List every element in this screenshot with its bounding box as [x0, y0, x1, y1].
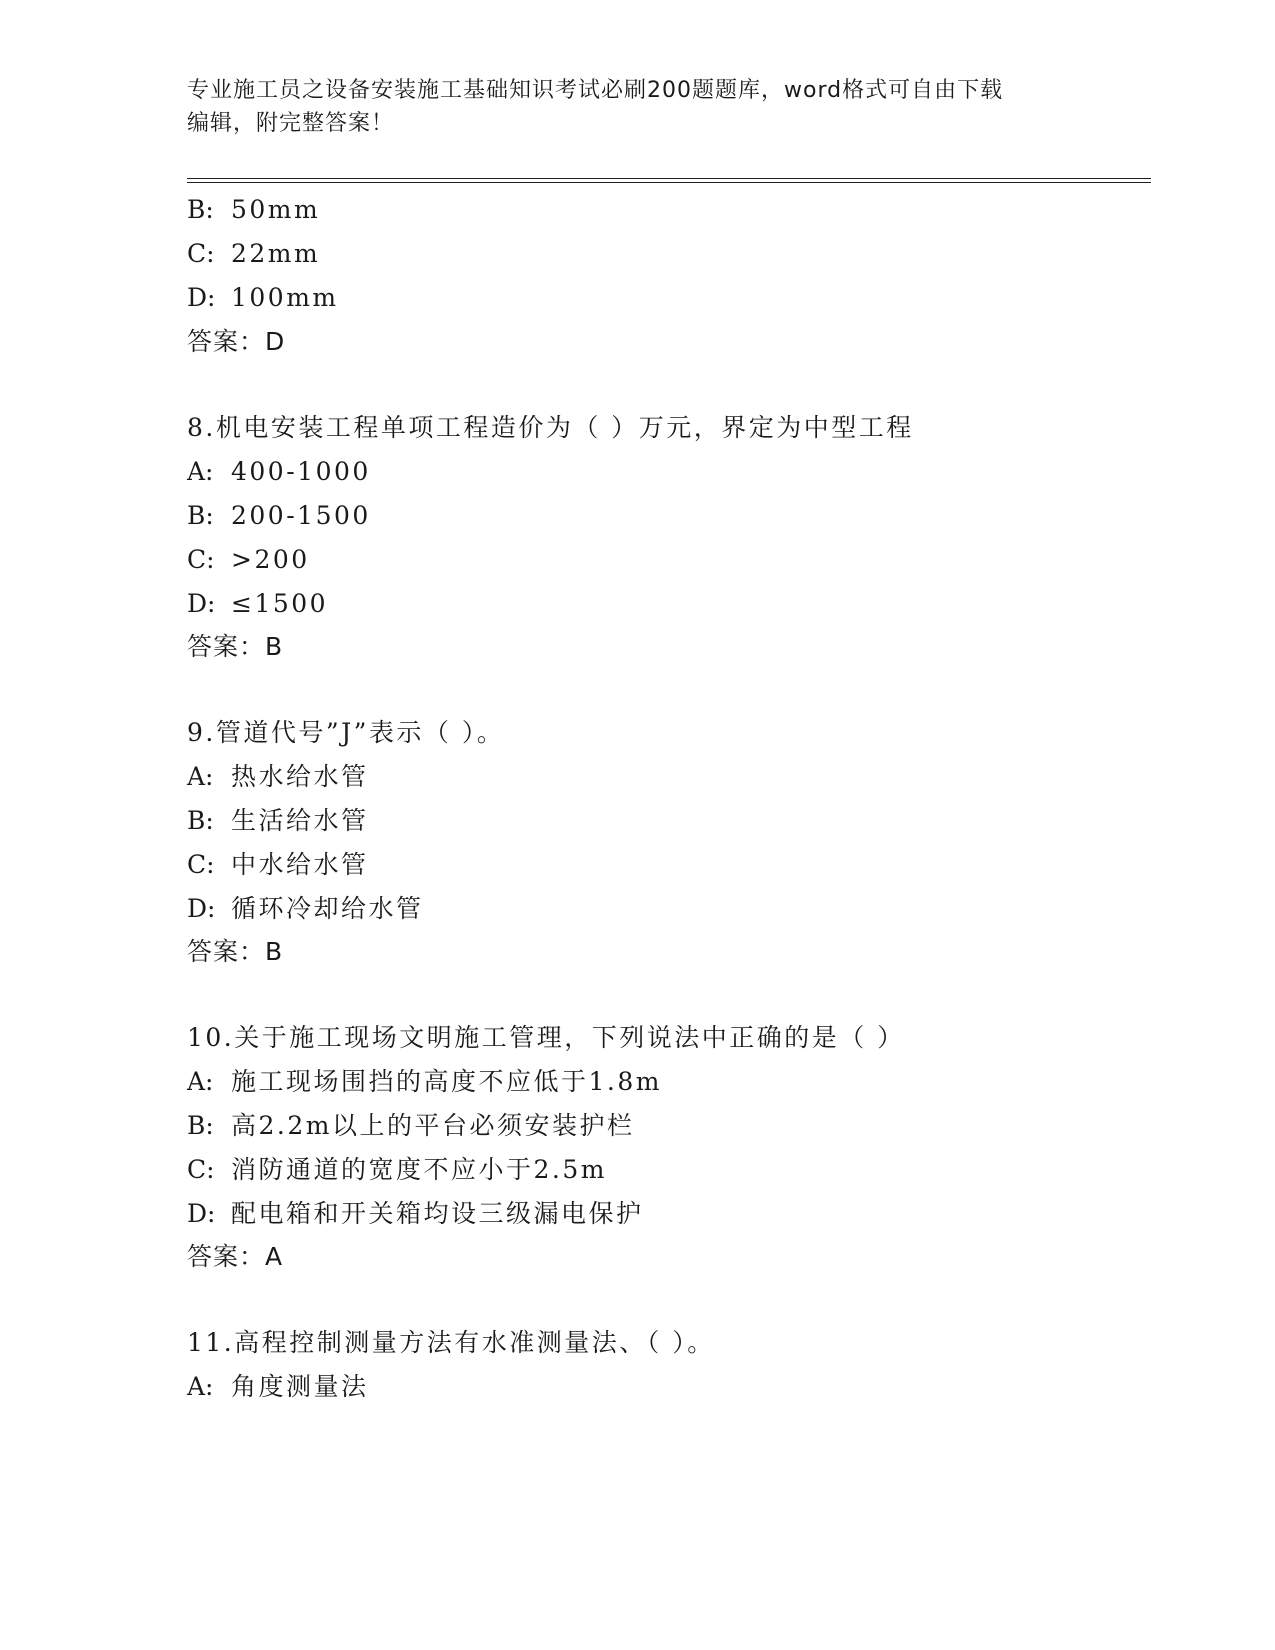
option-label: C: [187, 1155, 215, 1184]
header-rule-top [187, 178, 1151, 179]
option-row [187, 893, 424, 925]
option-row [187, 1371, 369, 1403]
option-text: 高2.2m以上的平台必须安装护栏 [231, 1111, 635, 1140]
option-label: C: [187, 850, 215, 879]
option-text: 热水给水管 [231, 762, 369, 791]
option-text: 配电箱和开关箱均设三级漏电保护 [231, 1199, 644, 1228]
option-label: B: [187, 1111, 214, 1140]
option-label: A: [187, 457, 214, 486]
header-rule-bottom [187, 182, 1151, 183]
header-line-2: 编辑，附完整答案！ [187, 111, 395, 136]
option-label: A: [187, 762, 214, 791]
option-text: 角度测量法 [231, 1372, 369, 1401]
option-row [187, 544, 310, 576]
option-row [187, 238, 320, 270]
option-row [187, 761, 369, 793]
option-row [187, 1154, 607, 1186]
answer-line: 答案：D [187, 327, 286, 356]
option-label: C: [187, 239, 215, 268]
option-label: B: [187, 195, 214, 224]
option-text: 22mm [231, 239, 321, 268]
option-row [187, 1110, 634, 1142]
option-text: 400-1000 [231, 457, 371, 486]
option-label: D: [187, 1199, 216, 1228]
option-row [187, 194, 320, 226]
question-stem: 8.机电安装工程单项工程造价为（ ）万元，界定为中型工程 [187, 413, 914, 442]
option-text: 施工现场围挡的高度不应低于1.8m [231, 1067, 662, 1096]
option-row [187, 805, 369, 837]
option-row [187, 1198, 644, 1230]
question-stem: 11.高程控制测量方法有水准测量法、（ ）。 [187, 1328, 715, 1357]
option-row [187, 1066, 662, 1098]
option-text: 200-1500 [231, 501, 371, 530]
answer-line: 答案：A [187, 1242, 284, 1271]
option-text: 生活给水管 [231, 806, 369, 835]
option-label: B: [187, 501, 214, 530]
option-row [187, 588, 328, 620]
option-label: B: [187, 806, 214, 835]
option-label: D: [187, 283, 216, 312]
header-line-1: 专业施工员之设备安装施工基础知识考试必刷200题题库，word格式可自由下载 [187, 78, 1004, 103]
option-text: 50mm [231, 195, 321, 224]
option-row [187, 500, 371, 532]
option-text: >200 [231, 545, 310, 574]
answer-line: 答案：B [187, 632, 284, 661]
option-text: 100mm [231, 283, 339, 312]
option-label: D: [187, 894, 216, 923]
option-label: A: [187, 1067, 214, 1096]
option-row [187, 282, 339, 314]
option-row [187, 456, 371, 488]
answer-line: 答案：B [187, 937, 284, 966]
option-label: C: [187, 545, 215, 574]
option-text: 中水给水管 [231, 850, 369, 879]
option-text: 循环冷却给水管 [231, 894, 424, 923]
option-text: ≤1500 [231, 589, 329, 618]
question-stem: 9.管道代号”J”表示（ ）。 [187, 718, 505, 747]
document-header [187, 74, 1087, 140]
question-stem: 10.关于施工现场文明施工管理，下列说法中正确的是（ ） [187, 1023, 905, 1052]
option-text: 消防通道的宽度不应小于2.5m [231, 1155, 607, 1184]
option-label: A: [187, 1372, 214, 1401]
option-label: D: [187, 589, 216, 618]
option-row [187, 849, 369, 881]
